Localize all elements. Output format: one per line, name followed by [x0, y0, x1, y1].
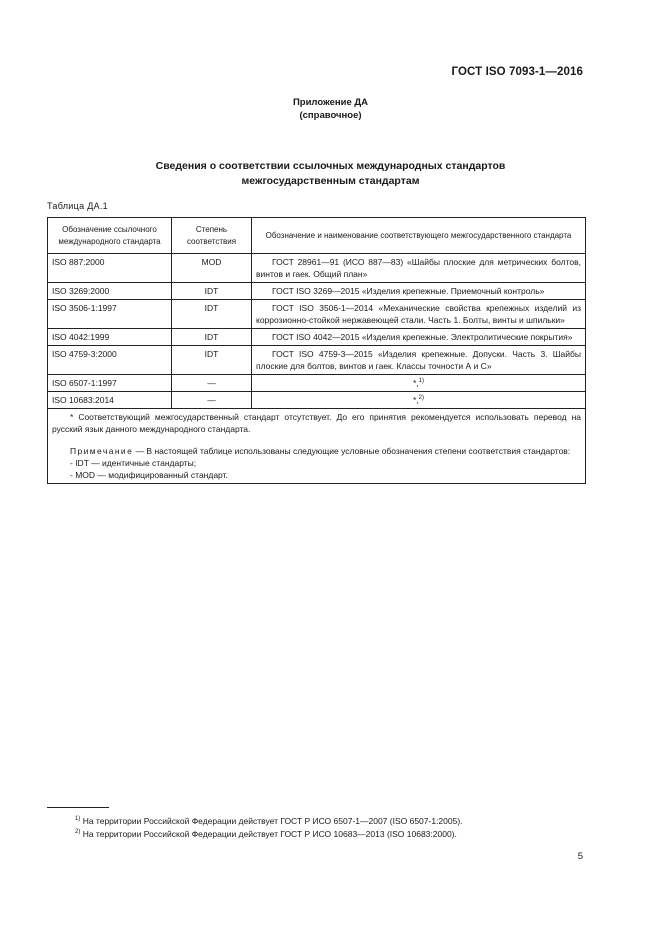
footnote-text: На территории Российской Федерации действует ГОСТ Р ИСО 10683—2013 (ISO 10683:2000). [80, 829, 457, 839]
section-title-line1: Сведения о соответствии ссылочных международных стандартов [155, 160, 506, 172]
footnote-ref: 2) [418, 395, 424, 402]
note-label: Примечание [70, 446, 134, 456]
section-title-line2: межгосударственным стандартам [241, 175, 420, 187]
header-international-standard: Обозначение ссылочного международного стандарта [48, 218, 172, 254]
table-row [48, 329, 586, 346]
footnote-1 [47, 816, 463, 826]
footnote-2 [47, 829, 457, 839]
degree-cell: IDT [172, 283, 252, 300]
table-header-row [48, 218, 586, 254]
asterisk-note: * Соответствующий межгосударственный стандарт отсутствует. До его принятия рекомендуется использовать перевод на русский язык данного международного стандарта. [52, 412, 581, 434]
degree-cell: — [172, 392, 252, 409]
legend-item-idt: - IDT — идентичные стандарты; [70, 458, 197, 468]
note-text: — В настоящей таблице использованы следующие условные обозначения степени соответствия стандартов: [133, 446, 571, 456]
description-cell: ГОСТ ISO 3506-1—2014 «Механические свойства крепежных изделий из коррозионно-стойкой нержавеющей стали. Часть 1. Болты, винты и шпильки» [252, 300, 586, 329]
standard-code: ISO 4759-3:2000 [48, 346, 172, 375]
no-standard-mark: *, [412, 378, 419, 388]
footnote-divider [47, 807, 109, 808]
degree-cell: IDT [172, 329, 252, 346]
table-note-row [48, 409, 586, 484]
document-code: ГОСТ ISO 7093-1—2016 [451, 66, 583, 78]
standard-code: ISO 3506-1:1997 [48, 300, 172, 329]
standard-code: ISO 10683:2014 [48, 392, 172, 409]
footnote-mark: 2) [75, 829, 81, 836]
header-degree: Степень соответствия [172, 218, 252, 254]
table-note [48, 409, 586, 484]
standard-code: ISO 3269:2000 [48, 283, 172, 300]
no-standard-mark: *, [412, 395, 419, 405]
table-row [48, 283, 586, 300]
footnote-text: На территории Российской Федерации действует ГОСТ Р ИСО 6507-1—2007 (ISO 6507-1:2005). [80, 816, 463, 826]
table-row [48, 346, 586, 375]
legend-item-mod: - MOD — модифицированный стандарт. [70, 470, 228, 480]
legend-note [52, 445, 581, 457]
description-cell [252, 375, 586, 392]
table-caption: Таблица ДА.1 [47, 201, 108, 211]
table-row [48, 254, 586, 283]
standard-code: ISO 887:2000 [48, 254, 172, 283]
description-cell: ГОСТ ISO 4759-3—2015 «Изделия крепежные. Допуски. Часть 3. Шайбы плоские для болтов, винтов и гаек. Классы точности А и С» [252, 346, 586, 375]
description-cell: ГОСТ ISO 4042—2015 «Изделия крепежные. Электролитические покрытия» [252, 329, 586, 346]
description-cell [252, 392, 586, 409]
annex-subtitle: (справочное) [299, 110, 362, 121]
degree-cell: IDT [172, 346, 252, 375]
degree-cell: MOD [172, 254, 252, 283]
standard-code: ISO 4042:1999 [48, 329, 172, 346]
page-number: 5 [577, 851, 583, 862]
table-row [48, 300, 586, 329]
degree-cell: — [172, 375, 252, 392]
standard-code: ISO 6507-1:1997 [48, 375, 172, 392]
annex-title: Приложение ДА [292, 97, 369, 108]
table-row [48, 392, 586, 409]
footnote-ref: 1) [418, 378, 424, 385]
description-cell: ГОСТ 28961—91 (ИСО 887—83) «Шайбы плоские для метрических болтов, винтов и гаек. Общий план» [252, 254, 586, 283]
description-cell: ГОСТ ISO 3269—2015 «Изделия крепежные. Приемочный контроль» [252, 283, 586, 300]
footnote-mark: 1) [75, 816, 81, 823]
standards-table [47, 217, 586, 484]
degree-cell: IDT [172, 300, 252, 329]
header-interstate-standard: Обозначение и наименование соответствующего межгосударственного стандарта [252, 218, 586, 254]
table-row [48, 375, 586, 392]
